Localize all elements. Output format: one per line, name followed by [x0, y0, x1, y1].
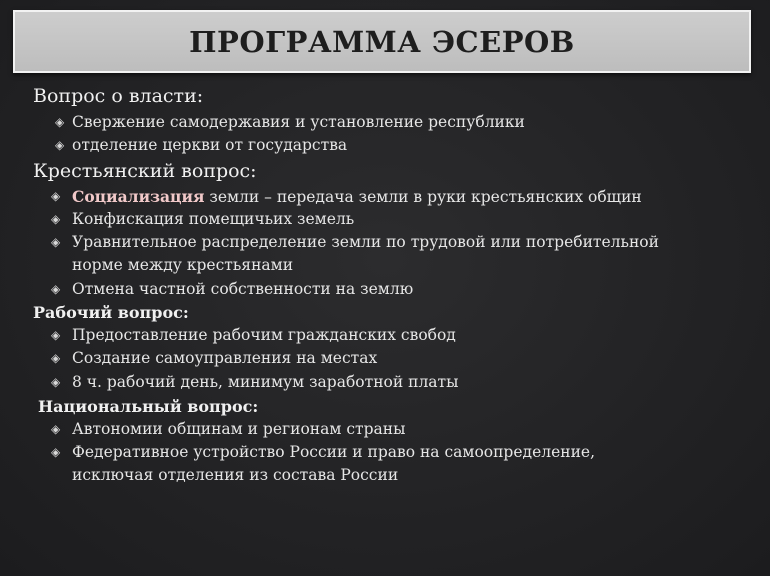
list-item: Конфискация помещичьих земель [72, 210, 355, 228]
diamond-bullet-icon: ◈ [51, 328, 61, 342]
section-heading-peasant: Крестьянский вопрос: [33, 160, 257, 182]
list-item-line: исключая отделения из состава России [72, 466, 399, 484]
diamond-bullet-icon: ◈ [55, 138, 65, 152]
diamond-bullet-icon: ◈ [51, 189, 61, 203]
section-heading-power: Вопрос о власти: [33, 85, 204, 107]
section-heading-worker: Рабочий вопрос: [33, 303, 189, 322]
diamond-bullet-icon: ◈ [55, 115, 65, 129]
diamond-bullet-icon: ◈ [51, 351, 61, 365]
list-item [72, 185, 642, 209]
list-item: Отмена частной собственности на землю [72, 280, 414, 298]
page-title: ПРОГРАММА ЭСЕРОВ [189, 24, 575, 59]
diamond-bullet-icon: ◈ [51, 212, 61, 226]
section-heading-national: Национальный вопрос: [38, 397, 259, 416]
diamond-bullet-icon: ◈ [51, 422, 61, 436]
list-item: Предоставление рабочим гражданских свобод [72, 326, 456, 344]
emphasis-term: Социализация [72, 187, 205, 206]
diamond-bullet-icon: ◈ [51, 375, 61, 389]
list-item: 8 ч. рабочий день, минимум заработной платы [72, 373, 459, 391]
list-item: Свержение самодержавия и установление республики [72, 113, 525, 131]
list-item-line: Уравнительное распределение земли по трудовой или потребительной [72, 233, 659, 251]
diamond-bullet-icon: ◈ [51, 282, 61, 296]
list-item: отделение церкви от государства [72, 136, 348, 154]
list-item-rest: земли – передача земли в руки крестьянских общин [204, 188, 642, 206]
list-item: Автономии общинам и регионам страны [72, 420, 406, 438]
diamond-bullet-icon: ◈ [51, 235, 61, 249]
list-item: Создание самоуправления на местах [72, 349, 378, 367]
list-item-line: Федеративное устройство России и право на самоопределение, [72, 443, 596, 461]
diamond-bullet-icon: ◈ [51, 445, 61, 459]
list-item-line: норме между крестьянами [72, 256, 294, 274]
